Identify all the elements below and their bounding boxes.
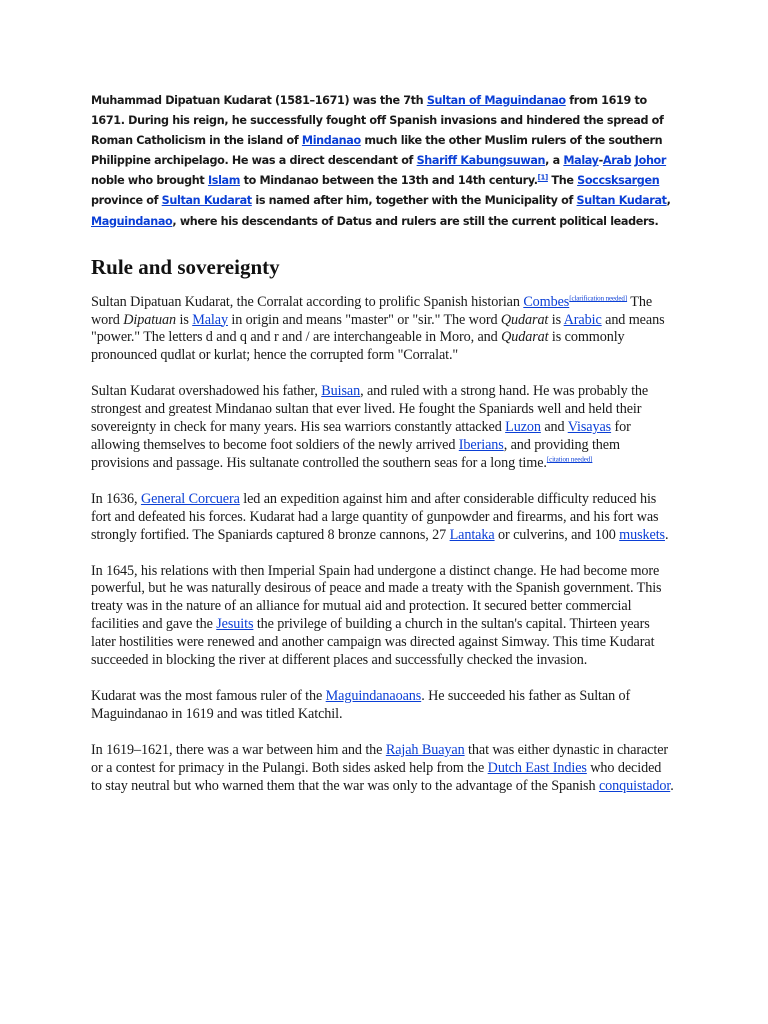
link-buisan[interactable]: Buisan <box>321 383 361 400</box>
text: , where his descendants of Datus and rulers are still the current political leaders. <box>172 214 659 228</box>
clarification-needed-link[interactable]: [clarification needed] <box>569 293 628 302</box>
text: Kudarat was the most famous ruler of the <box>91 687 326 704</box>
link-mindanao[interactable]: Mindanao <box>301 134 361 148</box>
text: . He succeeded his father as Sultan of Maguindanao in 1619 and was titled Katchil. <box>91 687 631 722</box>
link-dutch-east-indies[interactable]: Dutch East Indies <box>487 759 587 776</box>
text: much like the other Muslim rulers of the southern Philippine archipelago. He was a direct descendant of <box>91 134 663 168</box>
section-heading: Rule and sovereignty <box>91 254 280 279</box>
paragraph-6 <box>91 742 675 796</box>
link-sultan-kudarat-province[interactable]: Sultan Kudarat <box>161 194 252 208</box>
text: , and providing them provisions and passage. His sultanate controlled the southern seas for a long time. <box>91 437 620 471</box>
article-subject: Muhammad Dipatuan Kudarat <box>91 94 272 107</box>
text: for allowing themselves to become foot soldiers of the newly arrived <box>91 419 631 453</box>
link-lantaka[interactable]: Lantaka <box>449 526 495 543</box>
link-jesuits[interactable]: Jesuits <box>216 616 254 633</box>
text: the privilege of building a church in the sultan's capital. Thirteen years later hostilities were renewed and another campaign was directed against Simway. This time Kudarat succeeded in blocking the river at different places and successfully checked the invasion. <box>91 616 655 669</box>
link-arab[interactable]: Arab <box>602 154 632 168</box>
link-islam[interactable]: Islam <box>207 174 241 188</box>
text: is <box>548 311 564 328</box>
text: In 1619–1621, there was a war between him and the <box>91 741 386 758</box>
paragraph-1 <box>91 294 675 366</box>
citation-needed-link[interactable]: [citation needed] <box>546 455 593 464</box>
link-muskets[interactable]: muskets <box>619 526 665 543</box>
citation-marker <box>538 174 548 182</box>
paragraph-5 <box>91 688 675 724</box>
text: . <box>664 526 669 543</box>
text: Sultan Dipatuan Kudarat, the Corralat according to prolific Spanish historian <box>91 293 524 310</box>
link-shariff-kabungsuwan[interactable]: Shariff Kabungsuwan <box>416 154 546 168</box>
paragraph-4 <box>91 563 675 670</box>
text: in origin and means "master" or "sir." The word <box>227 311 501 328</box>
text: is <box>176 311 193 328</box>
text: who decided to stay neutral but who warned them that the war was only to the advantage of the Spanish <box>91 759 662 794</box>
text: Sultan Kudarat overshadowed his father, <box>91 383 322 400</box>
citation-link-1[interactable]: [1] <box>537 173 548 182</box>
text: , a <box>545 154 564 168</box>
term-qudarat: Qudarat <box>501 329 549 346</box>
text: - <box>598 154 603 168</box>
text: (1581–1671) was the 7th <box>271 94 427 107</box>
term-qudarat: Qudarat <box>500 311 549 328</box>
text: , <box>666 194 671 208</box>
text: The word <box>91 293 653 328</box>
link-luzon[interactable]: Luzon <box>505 419 541 436</box>
intro-paragraph <box>91 91 675 232</box>
text: led an expedition against him and after considerable difficulty reduced his fort and defeated his forces. Kudarat had a large quantity of gunpowder and firearms, and his fort was strongly fortified. The Spaniards captured 8 bronze cannons, 27 <box>91 490 659 543</box>
paragraph-3 <box>91 491 675 545</box>
link-soccsksargen[interactable]: Soccsksargen <box>577 174 660 188</box>
text: from 1619 to 1671. During his reign, he successfully fought off Spanish invasions and hindered the spread of Roman Catholicism in the island of <box>91 94 664 148</box>
link-johor[interactable]: Johor <box>634 154 667 168</box>
text: In 1645, his relations with then Imperial Spain had undergone a distinct change. He had become more powerful, but he was naturally desirous of peace and made a treaty with the Spanish government. This treaty was in the nature of an alliance for mutual aid and protection. It secured better commercial facilities and gave the <box>91 562 662 633</box>
term-dipatuan: Dipatuan <box>123 311 177 328</box>
text: province of <box>91 194 162 208</box>
text: or culverins, and 100 <box>494 526 620 543</box>
link-rajah-buayan[interactable]: Rajah Buayan <box>385 741 465 758</box>
text: is commonly pronounced qudlat or kurlat; hence the corrupted form "Corralat." <box>91 329 625 364</box>
paragraph-2 <box>91 383 675 473</box>
link-sultan-of-maguindanao[interactable]: Sultan of Maguindanao <box>426 94 566 107</box>
link-conquistador[interactable]: conquistador <box>598 777 671 794</box>
link-iberians[interactable]: Iberians <box>458 437 504 453</box>
text: , and ruled with a strong hand. He was probably the strongest and greatest Mindanao sultan that ever lived. He fought the Spaniards well and held their sovereignty in check for many years. His sea warriors constantly attacked <box>91 383 649 436</box>
link-malay[interactable]: Malay <box>563 154 599 168</box>
text: and means "power." The letters d and q and r and / are interchangeable in Moro, and <box>91 311 665 346</box>
citation-needed-marker <box>547 455 593 463</box>
clarification-needed-marker <box>569 294 627 302</box>
link-combes[interactable]: Combes <box>523 293 570 310</box>
text: that was either dynastic in character or a contest for primacy in the Pulangi. Both sides asked help from the <box>91 741 669 776</box>
link-arabic[interactable]: Arabic <box>563 311 602 328</box>
text: The <box>547 174 578 188</box>
text: noble who brought <box>91 174 208 188</box>
link-maguindanaoans[interactable]: Maguindanaoans <box>325 687 422 704</box>
text: to Mindanao between the 13th and 14th century. <box>240 174 538 188</box>
text: . <box>670 777 674 794</box>
link-general-corcuera[interactable]: General Corcuera <box>140 490 240 507</box>
text: is named after him, together with the Municipality of <box>251 194 577 208</box>
link-maguindanao[interactable]: Maguindanao <box>91 214 173 228</box>
link-malay[interactable]: Malay <box>192 311 228 328</box>
link-sultan-kudarat-municipality[interactable]: Sultan Kudarat <box>576 194 667 208</box>
text: In 1636, <box>91 490 141 507</box>
article-body <box>91 91 675 814</box>
text: and <box>540 419 568 436</box>
link-visayas[interactable]: Visayas <box>567 419 612 436</box>
